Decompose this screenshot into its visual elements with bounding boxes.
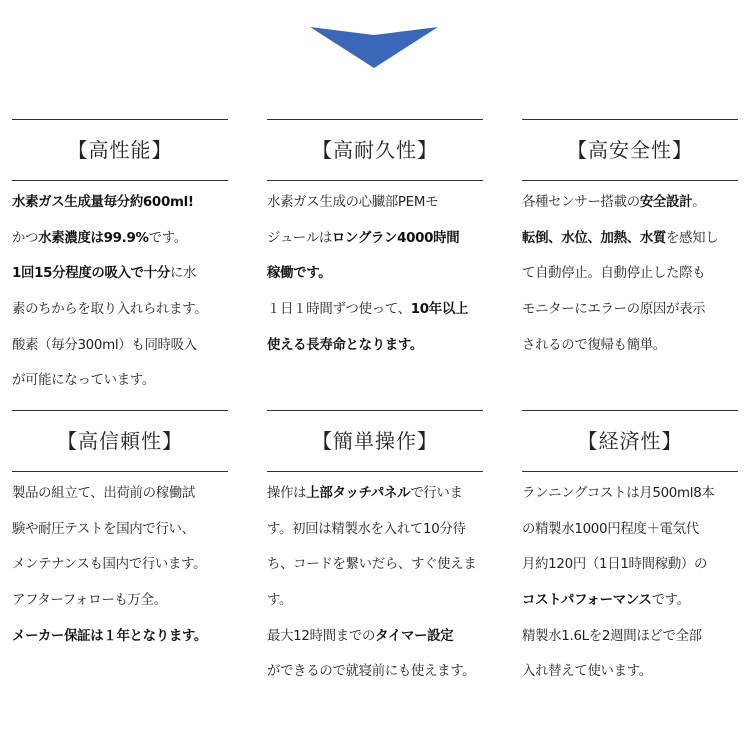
description-line (12, 619, 228, 655)
emphasis-text: ロングラン4000時間 (331, 230, 460, 246)
description-line (12, 512, 228, 548)
description-line (12, 328, 228, 364)
text-segment: で行いま (410, 486, 463, 501)
emphasis-text: コストパフォーマンス (522, 593, 652, 609)
text-segment: です。 (148, 230, 187, 246)
emphasis-text: 安全設計 (639, 195, 693, 210)
text-segment: ち、コードを繋いだら、すぐ使えま (267, 557, 477, 573)
text-segment: 最大12時間までの (267, 628, 376, 644)
description-line (522, 547, 738, 583)
description-line (12, 583, 228, 619)
emphasis-text: 1回15分程度の吸入で十分 (12, 266, 170, 282)
description-line (522, 292, 738, 328)
feature-description (267, 472, 483, 690)
feature-title: 【高性能】 (67, 138, 173, 162)
text-segment: 。 (692, 195, 706, 210)
emphasis-text: 10年以上 (410, 302, 469, 318)
feature-title: 【高安全性】 (567, 138, 693, 162)
text-segment: す。 (267, 593, 293, 609)
description-line (12, 363, 228, 399)
feature-card-high-performance (12, 119, 228, 399)
description-line (522, 221, 738, 257)
emphasis-text: 使える長寿命となります。 (267, 337, 424, 353)
text-segment: を感知し (666, 230, 719, 246)
description-line (267, 619, 483, 655)
description-line (267, 512, 483, 548)
feature-description (12, 181, 228, 399)
description-line (12, 256, 228, 292)
text-segment: 精製水1.6Lを2週間ほどで全部 (522, 628, 702, 644)
description-line (522, 476, 738, 512)
down-arrow-icon (0, 0, 750, 80)
feature-description (522, 181, 738, 363)
description-line (12, 185, 228, 221)
feature-description (267, 181, 483, 363)
description-line (267, 547, 483, 583)
text-segment: 入れ替えて使います。 (522, 664, 652, 680)
description-line (267, 583, 483, 619)
text-segment: て自動停止。自動停止した際も (522, 266, 706, 282)
text-segment: ジュールは (267, 230, 332, 246)
description-line (267, 256, 483, 292)
feature-card-easy-operation (267, 410, 483, 690)
description-line (522, 185, 738, 221)
feature-description (12, 472, 228, 654)
text-segment: 験や耐圧テストを国内で行い、 (12, 521, 195, 537)
feature-title: 【経済性】 (577, 429, 683, 453)
feature-card-high-safety (522, 119, 738, 363)
emphasis-text: タイマー設定 (375, 628, 454, 644)
text-segment: の精製水1000円程度＋電気代 (522, 521, 699, 537)
description-line (522, 256, 738, 292)
emphasis-text: 稼働です。 (267, 266, 332, 282)
description-line (12, 221, 228, 257)
description-line (522, 583, 738, 619)
text-segment: １日１時間ずつ使って、 (267, 302, 411, 318)
text-segment: が可能になっています。 (12, 373, 155, 389)
text-segment: 水素ガス生成の心臓部PEMモ (267, 195, 439, 210)
description-line (12, 476, 228, 512)
text-segment: アフターフォローも万全。 (12, 593, 167, 609)
text-segment: す。初回は精製水を入れて10分待 (267, 521, 466, 537)
description-line (267, 654, 483, 690)
description-line (522, 619, 738, 655)
text-segment: 各種センサー搭載の (522, 195, 640, 210)
text-segment: ランニングコストは月500ml8本 (522, 486, 715, 501)
description-line (12, 547, 228, 583)
emphasis-text: 上部タッチパネル (306, 486, 411, 501)
description-line (267, 328, 483, 364)
text-segment: 素のちからを取り入れられます。 (12, 302, 208, 318)
feature-card-high-reliability (12, 410, 228, 654)
text-segment: メンテナンスも国内で行います。 (12, 557, 207, 573)
text-segment: に水 (169, 266, 197, 282)
description-line (267, 221, 483, 257)
text-segment: 酸素（毎分300ml）も同時吸入 (12, 337, 197, 353)
feature-description (522, 472, 738, 690)
description-line (267, 185, 483, 221)
description-line (522, 512, 738, 548)
feature-card-high-durability (267, 119, 483, 363)
text-segment: 操作は (267, 486, 307, 501)
emphasis-text: 水素濃度は99.9% (38, 230, 149, 246)
emphasis-text: 水素ガス生成量毎分約600ml! (12, 195, 194, 210)
description-line (267, 292, 483, 328)
description-line (522, 654, 738, 690)
feature-title: 【簡単操作】 (312, 429, 438, 453)
feature-title: 【高耐久性】 (312, 138, 438, 162)
emphasis-text: メーカー保証は１年となります。 (12, 628, 208, 644)
text-segment: されるので復帰も簡単。 (522, 337, 666, 353)
text-segment: ができるので就寝前にも使えます。 (267, 664, 476, 680)
description-line (12, 292, 228, 328)
text-segment: モニターにエラーの原因が表示 (522, 302, 706, 318)
description-line (267, 476, 483, 512)
description-line (522, 328, 738, 364)
text-segment: 製品の組立て、出荷前の稼働試 (12, 486, 195, 501)
emphasis-text: 転倒、水位、加熱、水質 (522, 230, 666, 246)
text-segment: です。 (651, 593, 690, 609)
text-segment: かつ (12, 230, 39, 246)
feature-title: 【高信頼性】 (57, 429, 183, 453)
text-segment: 月約120円（1日1時間稼動）の (522, 557, 708, 573)
feature-card-economy (522, 410, 738, 690)
